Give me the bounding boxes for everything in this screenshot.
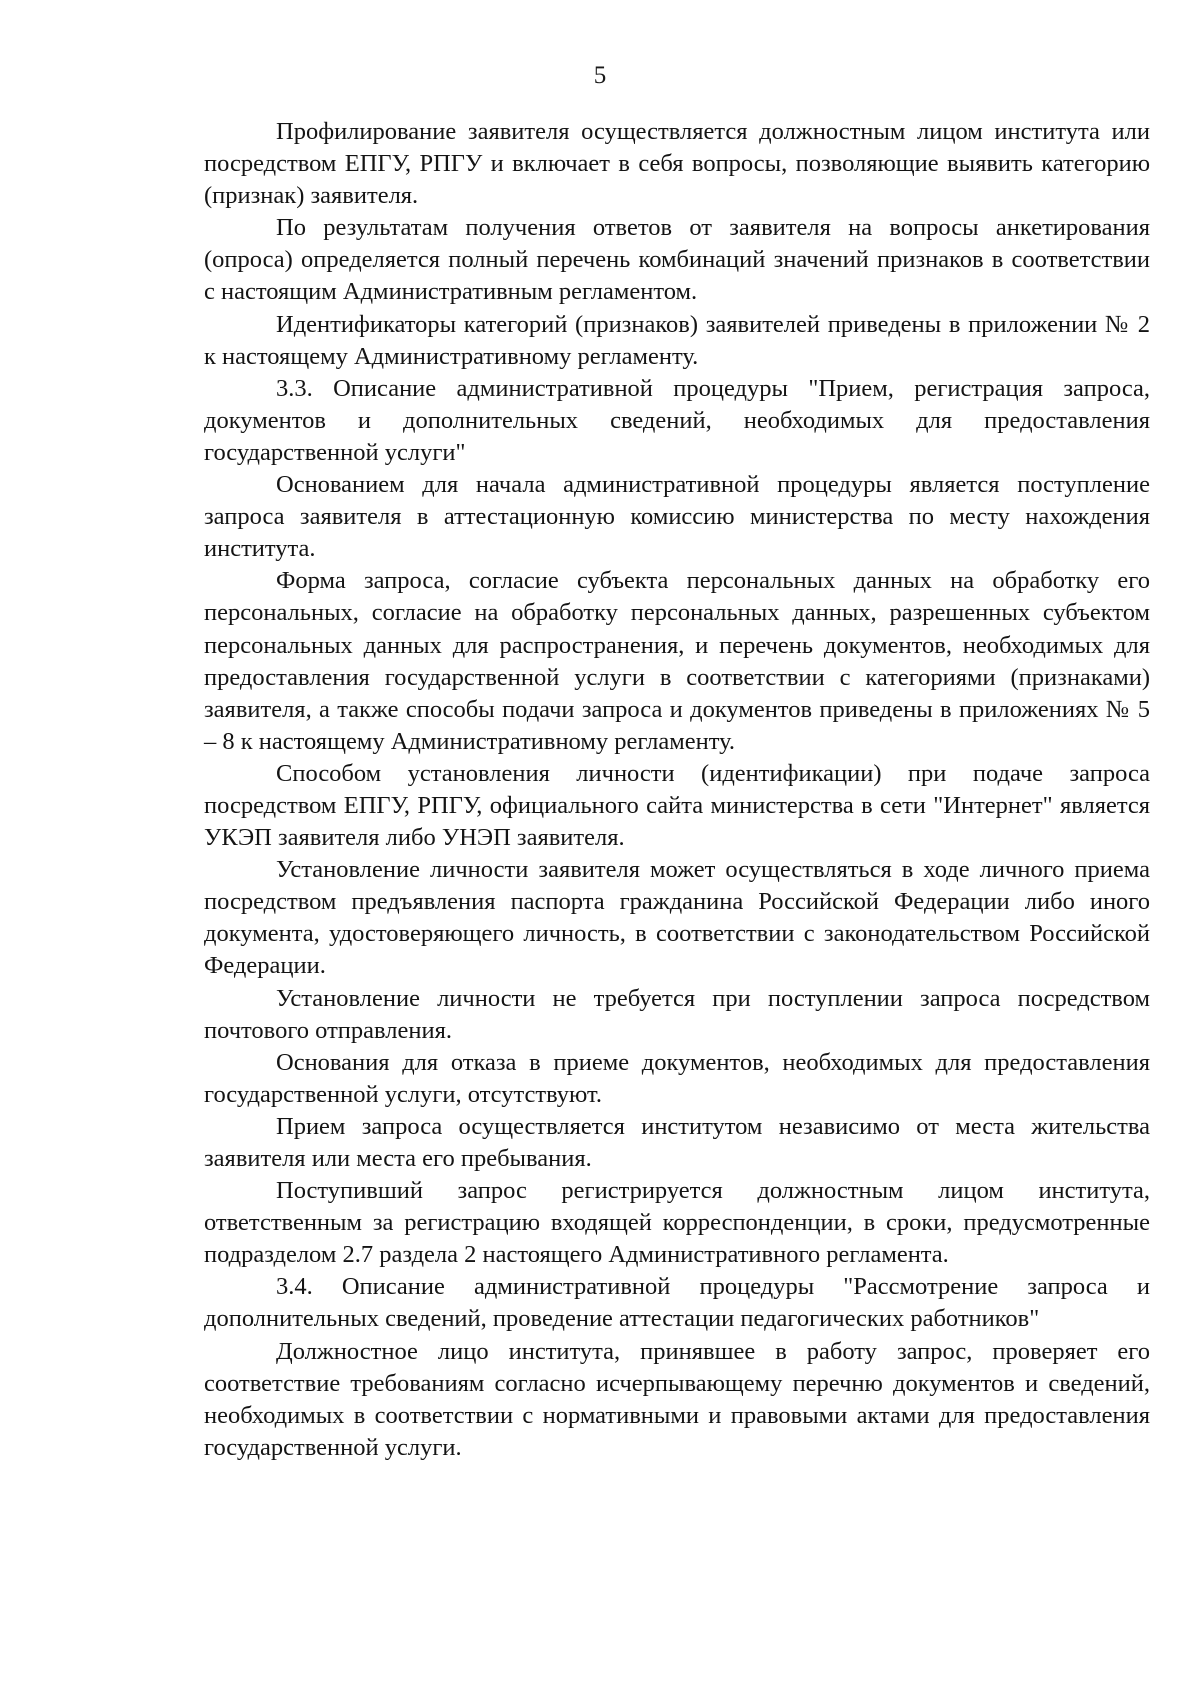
paragraph-profiling: Профилирование заявителя осуществляется должностным лицом института или посредством ЕПГУ, РПГУ и включает в себя вопросы, позволяющие выявить категорию (признак) заявителя.	[204, 118, 1150, 210]
paragraph-request-acceptance: Прием запроса осуществляется институтом независимо от места жительства заявителя или места его пребывания.	[204, 1112, 1150, 1172]
paragraph-request-form: Форма запроса, согласие субъекта персональных данных на обработку его персональных, согласие на обработку персональных данных, разрешенных субъектом персональных данных для распространения, и перечень документов, необходимых для предоставления государственной услуги в соответствии с категориями (признаками) заявителя, а также способы подачи запроса и документов приведены в приложениях № 5 – 8 к настоящему Административному регламенту.	[204, 567, 1150, 755]
paragraph-survey-results: По результатам получения ответов от заявителя на вопросы анкетирования (опроса) определяется полный перечень комбинаций значений признаков в соответствии с настоящим Административным регламентом.	[204, 214, 1150, 306]
paragraph-identification-method: Способом установления личности (идентификации) при подаче запроса посредством ЕПГУ, РПГУ, официального сайта министерства в сети "Интернет" является УКЭП заявителя либо УНЭП заявителя.	[204, 759, 1150, 852]
page-number: 5	[593, 62, 607, 89]
document-body	[204, 116, 1150, 1464]
paragraph-registration: Поступивший запрос регистрируется должностным лицом института, ответственным за регистрацию входящей корреспонденции, в сроки, предусмотренные подразделом 2.7 раздела 2 настоящего Административного регламента.	[204, 1177, 1150, 1269]
section-heading-3-3: 3.3. Описание административной процедуры "Прием, регистрация запроса, документов и дополнительных сведений, необходимых для предоставления государственной услуги"	[204, 374, 1150, 466]
paragraph-refusal-grounds: Основания для отказа в приеме документов, необходимых для предоставления государственной услуги, отсутствуют.	[204, 1048, 1150, 1108]
paragraph-postal-request: Установление личности не требуется при поступлении запроса посредством почтового отправления.	[204, 984, 1150, 1044]
paragraph-identifiers: Идентификаторы категорий (признаков) заявителей приведены в приложении № 2 к настоящему Административному регламенту.	[204, 310, 1150, 370]
paragraph-official-check: Должностное лицо института, принявшее в работу запрос, проверяет его соответствие требованиям согласно исчерпывающему перечню документов и сведений, необходимых в соответствии с нормативными и правовыми актами для предоставления государственной услуги.	[204, 1337, 1150, 1461]
paragraph-grounds-start: Основанием для начала административной процедуры является поступление запроса заявителя в аттестационную комиссию министерства по месту нахождения института.	[204, 471, 1150, 563]
paragraph-personal-reception: Установление личности заявителя может осуществляться в ходе личного приема посредством предъявления паспорта гражданина Российской Федерации либо иного документа, удостоверяющего личность, в соответствии с законодательством Российской Федерации.	[204, 856, 1150, 980]
section-heading-3-4: 3.4. Описание административной процедуры "Рассмотрение запроса и дополнительных сведений, проведение аттестации педагогических работников"	[204, 1273, 1150, 1333]
